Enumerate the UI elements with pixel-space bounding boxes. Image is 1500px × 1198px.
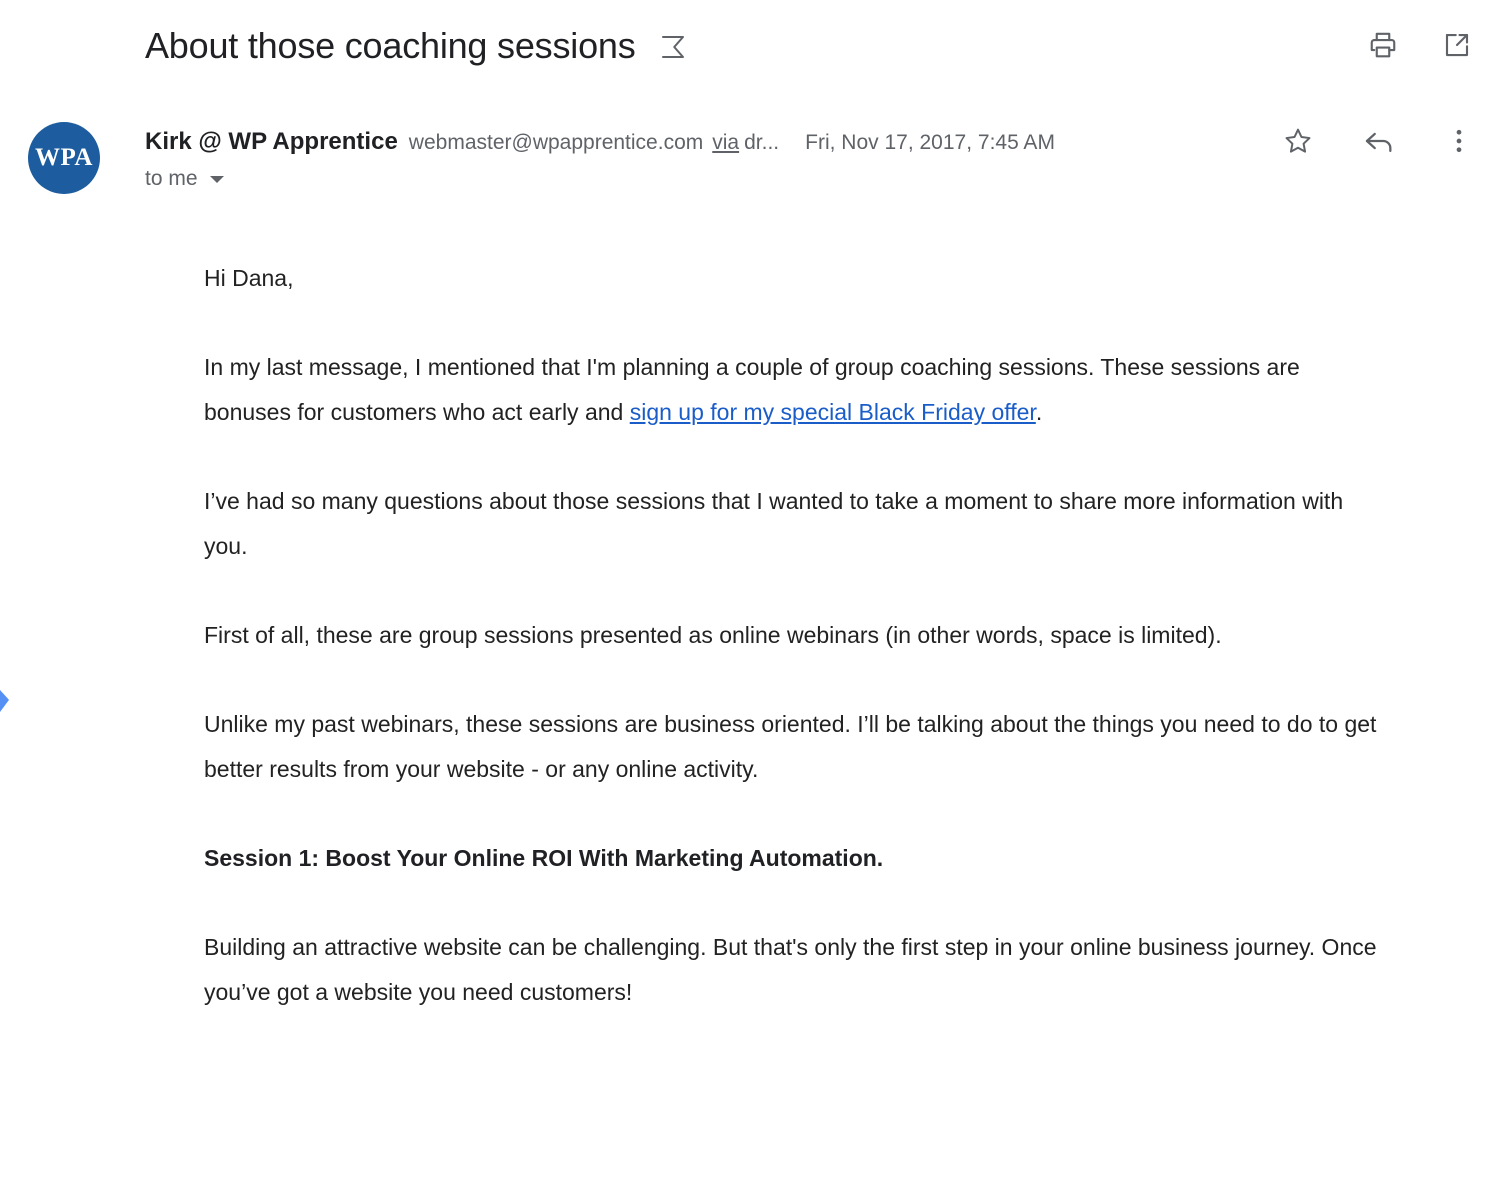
body-paragraph-1	[204, 345, 1384, 435]
avatar: WPA	[28, 122, 100, 194]
message-header	[0, 74, 1500, 194]
body-greeting: Hi Dana,	[204, 265, 294, 291]
label-sigma-icon[interactable]	[658, 32, 688, 67]
header-action-group	[1368, 30, 1472, 60]
sender-email: webmaster@wpapprentice.com	[408, 131, 704, 154]
black-friday-offer-link[interactable]: sign up for my special Black Friday offer	[629, 399, 1036, 425]
more-vertical-icon[interactable]	[1444, 126, 1474, 156]
body-paragraph-1-text-before: In my last message, I mentioned that I'm planning a couple of group coaching sessions. These sessions are bonuses for customers who act early and	[204, 354, 1300, 425]
body-paragraph-3: First of all, these are group sessions presented as online webinars (in other words, space is limited).	[204, 622, 1222, 648]
message-action-group	[1282, 124, 1474, 158]
body-paragraph-2: I’ve had so many questions about those sessions that I wanted to take a moment to share more information with you.	[204, 488, 1344, 559]
body-session-heading: Session 1: Boost Your Online ROI With Marketing Automation.	[204, 845, 884, 871]
page-title: About those coaching sessions	[145, 25, 636, 66]
message-timestamp: Fri, Nov 17, 2017, 7:45 AM	[805, 131, 1055, 154]
sender-name[interactable]: Kirk @ WP Apprentice	[145, 128, 398, 155]
body-paragraph-5: Building an attractive website can be challenging. But that's only the first step in your online business journey. Once you’ve got a website you need customers!	[204, 934, 1377, 1005]
recipient-line[interactable]	[145, 167, 1500, 191]
via-domain: dr...	[744, 131, 780, 154]
recipient-label: to me	[145, 167, 198, 190]
printer-icon[interactable]	[1368, 30, 1398, 60]
via-label: via	[712, 131, 740, 154]
reply-arrow-icon[interactable]	[1362, 124, 1396, 158]
email-body	[0, 194, 1384, 1015]
email-header	[0, 0, 1500, 74]
body-paragraph-1-text-after: .	[1035, 399, 1043, 425]
star-outline-icon[interactable]	[1282, 125, 1314, 157]
open-in-new-window-icon[interactable]	[1442, 30, 1472, 60]
chevron-down-icon[interactable]	[210, 176, 224, 183]
body-paragraph-4: Unlike my past webinars, these sessions are business oriented. I’ll be talking about the things you need to do to get better results from your website - or any online activity.	[204, 711, 1377, 782]
